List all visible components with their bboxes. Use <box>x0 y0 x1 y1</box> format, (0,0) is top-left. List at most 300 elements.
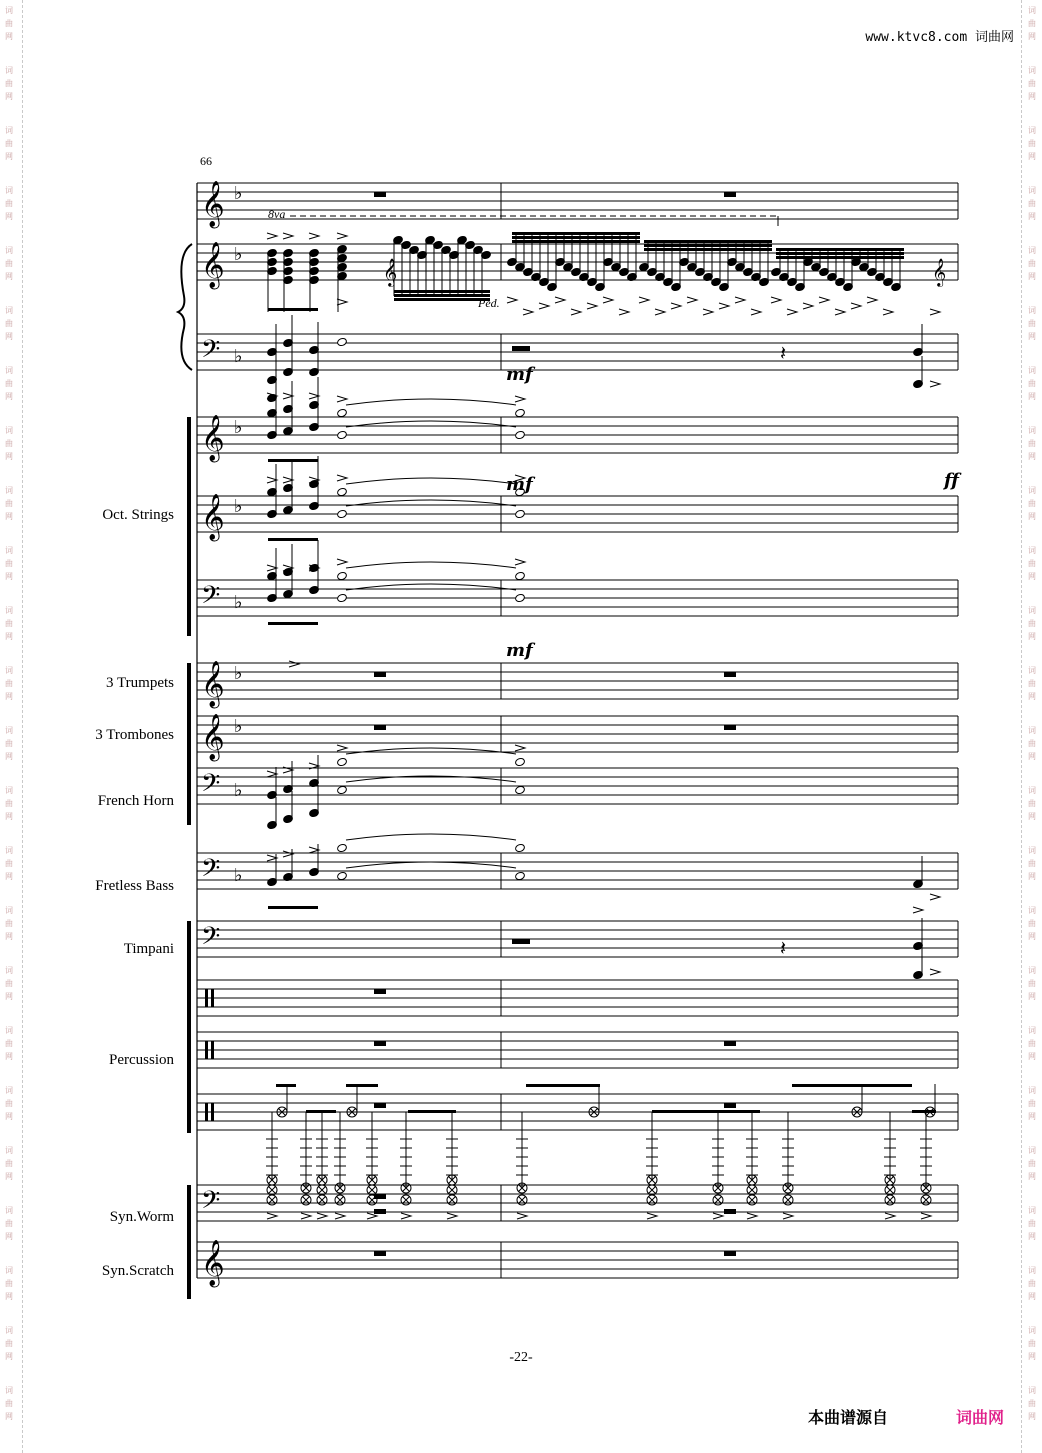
tie <box>346 748 516 754</box>
accent-mark <box>267 1213 277 1219</box>
label-syn-worm: Syn.Worm <box>109 1209 174 1225</box>
watermark-char: 词 <box>1028 6 1036 15</box>
watermark-char: 曲 <box>1028 859 1036 868</box>
treble-clef-icon: 𝄞 <box>201 661 225 707</box>
flat-key-signature-icon: ♭ <box>234 496 243 517</box>
watermark-char: 曲 <box>5 1219 13 1228</box>
x-notehead-icon <box>337 1197 344 1204</box>
tie <box>346 834 516 840</box>
watermark-char: 网 <box>5 212 13 221</box>
watermark-char: 曲 <box>1028 79 1036 88</box>
flat-key-signature-icon: ♭ <box>234 592 243 613</box>
watermark-char: 词 <box>1028 1206 1036 1215</box>
accent-mark <box>655 309 665 315</box>
label-syn-scratch: Syn.Scratch <box>101 1263 174 1279</box>
percussion-clef-icon <box>211 989 214 1007</box>
whole-rest-icon <box>724 1251 736 1256</box>
watermark-char: 网 <box>5 272 13 281</box>
score-marks <box>178 181 958 1299</box>
flat-key-signature-icon: ♭ <box>234 663 243 684</box>
accent-mark <box>447 1213 457 1219</box>
watermark-char: 网 <box>5 512 13 521</box>
whole-rest-icon <box>374 725 386 730</box>
watermark-char: 词 <box>1028 666 1036 675</box>
beam <box>394 298 490 301</box>
accent-mark <box>539 303 549 309</box>
watermark-char: 词 <box>1028 1386 1036 1395</box>
watermark-char: 网 <box>1028 932 1036 941</box>
footer-source-label: 本曲谱源自 <box>808 1408 889 1427</box>
watermark-char: 曲 <box>1028 799 1036 808</box>
whole-rest-icon <box>374 989 386 994</box>
watermark-char: 网 <box>5 452 13 461</box>
watermark-char: 曲 <box>5 919 13 928</box>
watermark-char: 曲 <box>5 379 13 388</box>
percussion-clef-icon <box>205 989 208 1007</box>
watermark-char: 曲 <box>1028 1159 1036 1168</box>
treble-clef-icon: 𝄞 <box>201 415 225 461</box>
flat-key-signature-icon: ♭ <box>234 780 243 801</box>
watermark-char: 网 <box>1028 632 1036 641</box>
accent-mark <box>517 1213 527 1219</box>
x-notehead-icon <box>749 1187 756 1194</box>
accent-mark <box>337 745 347 751</box>
dotted-half-notehead <box>515 843 526 852</box>
beam <box>644 244 772 247</box>
watermark-char: 网 <box>1028 32 1036 41</box>
watermark-char: 词 <box>5 606 13 615</box>
watermark-char: 词 <box>1028 846 1036 855</box>
accent-mark <box>835 309 845 315</box>
treble-clef-icon: 𝄞 <box>383 258 398 286</box>
watermark-char: 词 <box>1028 786 1036 795</box>
watermark-char: 词 <box>1028 246 1036 255</box>
watermark-char: 词 <box>5 1386 13 1395</box>
watermark-char: 词 <box>5 1086 13 1095</box>
watermark-char: 词 <box>5 66 13 75</box>
beam <box>912 1110 936 1113</box>
watermark-char: 词 <box>1028 966 1036 975</box>
watermark-char: 词 <box>1028 1326 1036 1335</box>
watermark-char: 曲 <box>5 679 13 688</box>
watermark-char: 词 <box>5 366 13 375</box>
watermark-char: 词 <box>5 546 13 555</box>
half-rest-icon <box>724 1209 736 1214</box>
beam <box>644 248 772 251</box>
beam <box>346 1084 378 1087</box>
watermark-char: 网 <box>5 692 13 701</box>
accent-mark <box>930 894 940 900</box>
site-name[interactable]: 词曲网 <box>974 30 1014 45</box>
accent-mark <box>523 309 533 315</box>
label-oct-strings: Oct. Strings <box>102 507 174 523</box>
x-notehead-icon <box>649 1197 656 1204</box>
watermark-char: 词 <box>1028 306 1036 315</box>
whole-notehead <box>515 593 526 602</box>
watermark-char: 曲 <box>1028 979 1036 988</box>
accent-mark <box>751 309 761 315</box>
whole-notehead <box>515 571 526 580</box>
watermark-char: 曲 <box>5 319 13 328</box>
label-3-trumpets: 3 Trumpets <box>106 675 174 691</box>
watermark-char: 曲 <box>5 1159 13 1168</box>
accent-mark <box>703 309 713 315</box>
watermark-char: 词 <box>5 666 13 675</box>
percussion-bracket <box>187 921 191 1133</box>
accent-mark <box>401 1213 411 1219</box>
beam <box>792 1084 912 1087</box>
watermark-char: 词 <box>1028 606 1036 615</box>
accent-mark <box>571 309 581 315</box>
beam <box>394 294 490 297</box>
flat-key-signature-icon: ♭ <box>234 417 243 438</box>
flat-key-signature-icon: ♭ <box>234 183 243 204</box>
percussion-clef-icon <box>211 1041 214 1059</box>
half-notehead <box>337 785 348 794</box>
watermark-char: 曲 <box>1028 19 1036 28</box>
dynamic-mf-piano: mf <box>506 364 533 385</box>
accent-mark <box>883 309 893 315</box>
x-notehead-icon <box>369 1197 376 1204</box>
watermark-char: 网 <box>5 632 13 641</box>
bass-clef-icon: 𝄢 <box>201 769 221 804</box>
watermark-char: 网 <box>5 572 13 581</box>
watermark-char: 词 <box>5 6 13 15</box>
watermark-char: 曲 <box>1028 1339 1036 1348</box>
percussion-clef-icon <box>205 1041 208 1059</box>
watermark-char: 词 <box>5 1266 13 1275</box>
half-notehead <box>337 871 348 880</box>
beam <box>512 236 640 239</box>
watermark-char: 曲 <box>1028 499 1036 508</box>
watermark-char: 曲 <box>1028 1279 1036 1288</box>
watermark-char: 网 <box>1028 152 1036 161</box>
watermark-char: 词 <box>5 186 13 195</box>
site-url[interactable]: www.ktvc8.com <box>865 30 968 45</box>
watermark-char: 网 <box>5 152 13 161</box>
dynamic-mf-strings: mf <box>506 474 533 495</box>
watermark-char: 网 <box>5 332 13 341</box>
accent-mark <box>671 303 681 309</box>
treble-clef-icon: 𝄞 <box>201 494 225 540</box>
watermark-char: 曲 <box>5 739 13 748</box>
accent-mark <box>819 297 829 303</box>
watermark-char: 网 <box>5 752 13 761</box>
half-rest-icon <box>374 1209 386 1214</box>
accent-mark <box>687 297 697 303</box>
accent-mark <box>913 907 923 913</box>
watermark-char: 网 <box>1028 1412 1036 1421</box>
watermark-char: 网 <box>5 392 13 401</box>
treble-clef-icon: 𝄞 <box>201 714 225 760</box>
accent-mark <box>787 309 797 315</box>
watermark-char: 曲 <box>1028 679 1036 688</box>
accent-mark <box>317 1213 327 1219</box>
watermark-char: 词 <box>5 1326 13 1335</box>
watermark-char: 词 <box>1028 906 1036 915</box>
accent-mark <box>747 1213 757 1219</box>
watermark-char: 曲 <box>1028 439 1036 448</box>
watermark-char: 网 <box>1028 272 1036 281</box>
watermark-char: 词 <box>1028 1266 1036 1275</box>
watermark-char: 网 <box>5 932 13 941</box>
beam <box>644 240 772 243</box>
watermark-char: 曲 <box>5 499 13 508</box>
x-notehead-icon <box>449 1187 456 1194</box>
percussion-clef-icon <box>205 1103 208 1121</box>
dotted-half-notehead <box>515 871 526 880</box>
beam <box>512 232 640 235</box>
watermark-char: 网 <box>1028 1352 1036 1361</box>
watermark-char: 词 <box>5 426 13 435</box>
watermark-char: 网 <box>5 1292 13 1301</box>
half-notehead <box>337 337 348 346</box>
accent-mark <box>719 303 729 309</box>
half-notehead <box>337 408 348 417</box>
whole-notehead <box>515 757 526 766</box>
watermark-char: 网 <box>1028 692 1036 701</box>
watermark-char: 曲 <box>5 259 13 268</box>
half-notehead <box>337 593 348 602</box>
flat-key-signature-icon: ♭ <box>234 346 243 367</box>
watermark-char: 网 <box>1028 512 1036 521</box>
tie <box>346 862 516 868</box>
watermark-char: 网 <box>1028 1172 1036 1181</box>
tie <box>346 562 516 568</box>
accent-mark <box>771 297 781 303</box>
watermark-char: 词 <box>5 726 13 735</box>
accent-mark <box>309 233 319 239</box>
watermark-char: 网 <box>1028 752 1036 761</box>
x-notehead-icon <box>887 1187 894 1194</box>
whole-notehead <box>515 509 526 518</box>
bass-clef-icon: 𝄢 <box>201 335 221 370</box>
watermark-char: 网 <box>5 992 13 1001</box>
beam <box>276 1084 296 1087</box>
watermark-char: 网 <box>1028 1052 1036 1061</box>
whole-notehead <box>515 430 526 439</box>
beam <box>776 256 904 259</box>
beam <box>268 906 318 909</box>
watermark-char: 曲 <box>5 559 13 568</box>
watermark-char: 词 <box>1028 726 1036 735</box>
accent-mark <box>930 381 940 387</box>
bass-clef-icon: 𝄢 <box>201 1186 221 1221</box>
whole-rest-icon <box>724 1103 736 1108</box>
beam <box>268 459 318 462</box>
watermark-char: 词 <box>5 126 13 135</box>
bass-clef-icon: 𝄢 <box>201 922 221 957</box>
watermark-char: 曲 <box>5 1099 13 1108</box>
watermark-char: 网 <box>5 92 13 101</box>
watermark-char: 曲 <box>5 619 13 628</box>
whole-rest-icon <box>374 1103 386 1108</box>
accent-mark <box>619 309 629 315</box>
x-notehead-icon <box>785 1197 792 1204</box>
whole-rest-icon <box>724 725 736 730</box>
watermark-char: 曲 <box>5 859 13 868</box>
accent-mark <box>337 396 347 402</box>
watermark-char: 曲 <box>1028 1219 1036 1228</box>
watermark-char: 曲 <box>1028 379 1036 388</box>
x-notehead-icon <box>519 1197 526 1204</box>
watermark-char: 曲 <box>1028 259 1036 268</box>
bass-clef-icon: 𝄢 <box>201 854 221 889</box>
accent-mark <box>735 297 745 303</box>
x-notehead-icon <box>887 1197 894 1204</box>
beam <box>652 1110 760 1113</box>
dynamic-ff: ff <box>944 470 959 491</box>
whole-rest-icon <box>374 1251 386 1256</box>
beam <box>306 1110 336 1113</box>
watermark-char: 词 <box>5 246 13 255</box>
accent-mark <box>507 297 517 303</box>
whole-notehead <box>515 408 526 417</box>
accent-mark <box>803 303 813 309</box>
flat-key-signature-icon: ♭ <box>234 716 243 737</box>
accent-mark <box>283 233 293 239</box>
dynamic-mf-brass: mf <box>506 640 533 661</box>
accent-mark <box>885 1213 895 1219</box>
page-number: -22- <box>509 1350 533 1365</box>
watermark-char: 词 <box>5 906 13 915</box>
watermark-char: 网 <box>1028 992 1036 1001</box>
accent-mark <box>337 233 347 239</box>
half-notehead <box>337 757 348 766</box>
watermark-char: 曲 <box>5 799 13 808</box>
beam <box>776 248 904 251</box>
watermark-char: 词 <box>5 306 13 315</box>
accent-mark <box>301 1213 311 1219</box>
watermark-char: 曲 <box>1028 199 1036 208</box>
pedal-mark: Ped. <box>478 296 500 310</box>
watermark-char: 曲 <box>1028 139 1036 148</box>
x-notehead-icon <box>403 1197 410 1204</box>
treble-clef-icon: 𝄞 <box>932 258 947 286</box>
beam <box>394 290 490 293</box>
watermark-char: 曲 <box>1028 1039 1036 1048</box>
watermark-char: 词 <box>5 786 13 795</box>
x-notehead-icon <box>923 1197 930 1204</box>
watermark-char: 词 <box>1028 546 1036 555</box>
accent-mark <box>647 1213 657 1219</box>
accent-mark <box>867 297 877 303</box>
watermark-char: 词 <box>5 966 13 975</box>
watermark-char: 曲 <box>5 1039 13 1048</box>
watermark-char: 词 <box>1028 186 1036 195</box>
watermark-char: 网 <box>5 1052 13 1061</box>
watermark-char: 曲 <box>1028 1099 1036 1108</box>
half-notehead <box>337 487 348 496</box>
whole-rest-icon <box>724 1041 736 1046</box>
watermark-char: 网 <box>1028 1292 1036 1301</box>
accent-mark <box>639 297 649 303</box>
accent-mark <box>930 309 940 315</box>
whole-rest-icon <box>374 192 386 197</box>
beam <box>776 252 904 255</box>
watermark-char: 网 <box>1028 572 1036 581</box>
footer-source-site[interactable]: 词曲网 <box>956 1408 1005 1427</box>
whole-rest-icon <box>374 1041 386 1046</box>
watermark-char: 曲 <box>5 199 13 208</box>
watermark-char: 词 <box>5 846 13 855</box>
treble-clef-icon: 𝄞 <box>201 1240 225 1286</box>
strings-bracket <box>187 417 191 636</box>
watermark-char: 网 <box>1028 872 1036 881</box>
half-notehead <box>337 509 348 518</box>
label-fretless-bass: Fretless Bass <box>95 878 174 894</box>
watermark-char: 曲 <box>5 1279 13 1288</box>
x-notehead-icon <box>319 1197 326 1204</box>
x-notehead-icon <box>749 1197 756 1204</box>
piano-brace <box>178 244 192 370</box>
accent-mark <box>289 661 299 667</box>
watermark-char: 曲 <box>5 139 13 148</box>
accent-mark <box>921 1213 931 1219</box>
watermark-char: 曲 <box>1028 1399 1036 1408</box>
watermark-char: 词 <box>5 1146 13 1155</box>
beam <box>268 622 318 625</box>
accent-mark <box>335 1213 345 1219</box>
watermark-char: 曲 <box>1028 319 1036 328</box>
label-percussion: Percussion <box>109 1052 174 1068</box>
x-notehead-icon <box>369 1187 376 1194</box>
half-notehead <box>337 571 348 580</box>
half-rest-icon <box>512 346 530 351</box>
watermark-char: 网 <box>1028 92 1036 101</box>
quarter-rest-icon: 𝄽 <box>780 936 787 960</box>
whole-rest-icon <box>724 672 736 677</box>
watermark-char: 网 <box>1028 812 1036 821</box>
watermark-char: 词 <box>1028 366 1036 375</box>
watermark-char: 曲 <box>5 1339 13 1348</box>
half-rest-icon <box>512 939 530 944</box>
percussion-clef-icon <box>211 1103 214 1121</box>
watermark-char: 词 <box>1028 426 1036 435</box>
flat-key-signature-icon: ♭ <box>234 244 243 265</box>
watermark-char: 网 <box>5 872 13 881</box>
synth-bracket <box>187 1185 191 1299</box>
watermark-char: 网 <box>1028 212 1036 221</box>
treble-clef-icon: 𝄞 <box>201 242 225 288</box>
accent-mark <box>337 475 347 481</box>
tie <box>346 399 516 405</box>
watermark-char: 网 <box>5 32 13 41</box>
watermark-char: 词 <box>5 486 13 495</box>
x-notehead-icon <box>449 1197 456 1204</box>
half-notehead <box>337 843 348 852</box>
watermark-char: 网 <box>5 1412 13 1421</box>
beam <box>512 240 640 243</box>
watermark-char: 词 <box>1028 1086 1036 1095</box>
watermark-char: 网 <box>1028 1112 1036 1121</box>
x-notehead-icon <box>269 1187 276 1194</box>
accent-mark <box>851 303 861 309</box>
beam <box>526 1084 600 1087</box>
x-notehead-icon <box>319 1187 326 1194</box>
watermark-char: 网 <box>5 812 13 821</box>
accent-mark <box>515 559 525 565</box>
quarter-rest-icon: 𝄽 <box>780 341 787 365</box>
accent-mark <box>930 969 940 975</box>
whole-rest-icon <box>724 192 736 197</box>
label-timpani: Timpani <box>123 941 174 957</box>
treble-clef-icon: 𝄞 <box>201 181 225 227</box>
label-3-trombones: 3 Trombones <box>95 727 174 743</box>
accent-mark <box>783 1213 793 1219</box>
accent-mark <box>587 303 597 309</box>
watermark-char: 词 <box>1028 486 1036 495</box>
